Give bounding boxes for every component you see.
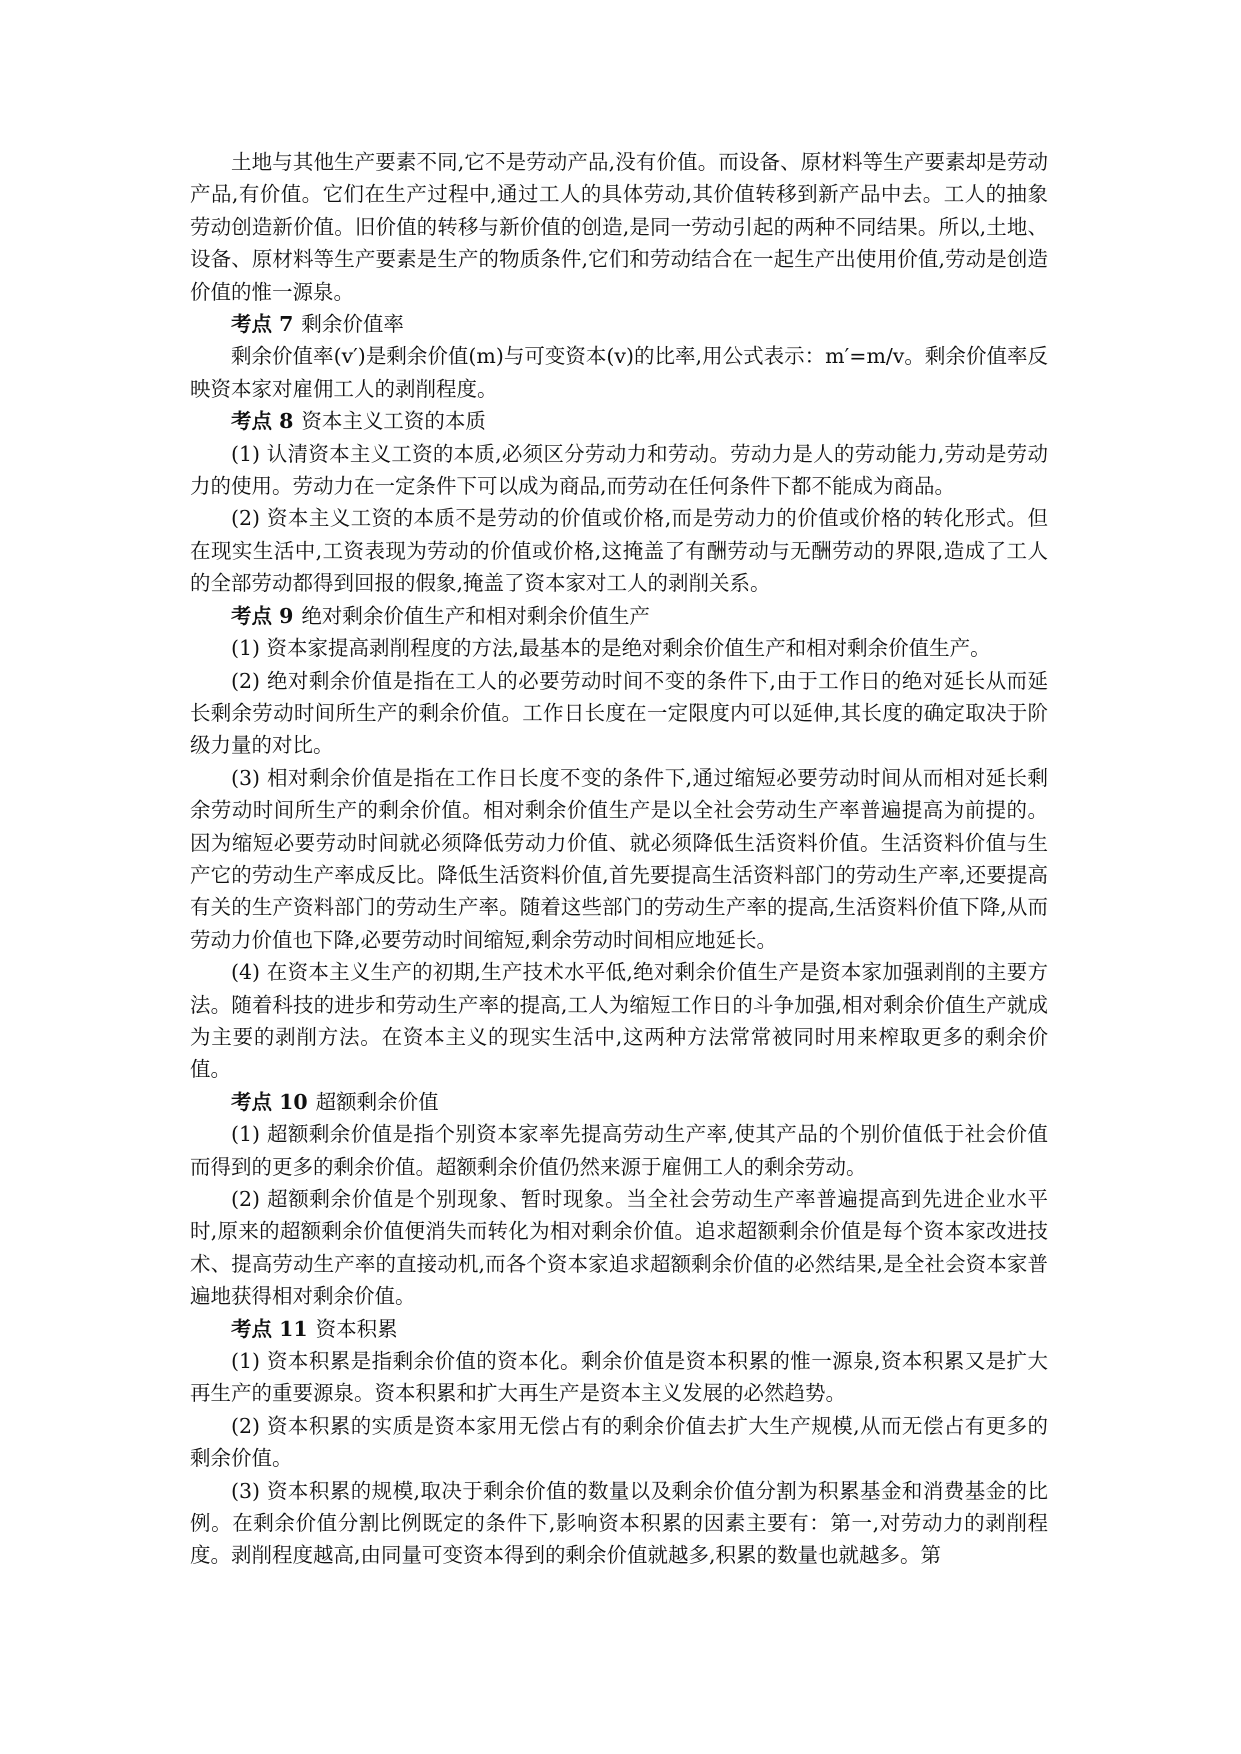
document-page [190, 146, 1048, 1572]
paragraph: (4) 在资本主义生产的初期,生产技术水平低,绝对剩余价值生产是资本家加强剥削的主要方法。随着科技的进步和劳动生产率的提高,工人为缩短工作日的斗争加强,相对剩余价值生产就成为主要的剥削方法。在资本主义的现实生活中,这两种方法常常被同时用来榨取更多的剩余价值。 [190, 960, 1048, 1082]
section-label: 考点 10 [231, 1089, 308, 1114]
paragraph: 土地与其他生产要素不同,它不是劳动产品,没有价值。而设备、原材料等生产要素却是劳动产品,有价值。它们在生产过程中,通过工人的具体劳动,其价值转移到新产品中去。工人的抽象劳动创造新价值。旧价值的转移与新价值的创造,是同一劳动引起的两种不同结果。所以,土地、设备、原材料等生产要素是生产的物质条件,它们和劳动结合在一起生产出使用价值,劳动是创造价值的惟一源泉。 [190, 150, 1048, 304]
paragraph: (3) 资本积累的规模,取决于剩余价值的数量以及剩余价值分割为积累基金和消费基金的比例。在剩余价值分割比例既定的条件下,影响资本积累的因素主要有：第一,对劳动力的剥削程度。剥削程度越高,由同量可变资本得到的剩余价值就越多,积累的数量也就越多。第 [190, 1478, 1048, 1568]
paragraph: 剩余价值率(v′)是剩余价值(m)与可变资本(v)的比率,用公式表示：m′=m/v。剩余价值率反映资本家对雇佣工人的剥削程度。 [190, 344, 1048, 401]
section-label: 考点 8 [231, 409, 294, 434]
section-title: 绝对剩余价值生产和相对剩余价值生产 [301, 603, 650, 628]
section-title: 资本积累 [315, 1316, 398, 1341]
paragraph: (1) 超额剩余价值是指个别资本家率先提高劳动生产率,使其产品的个别价值低于社会价值而得到的更多的剩余价值。超额剩余价值仍然来源于雇佣工人的剩余劳动。 [190, 1122, 1048, 1179]
paragraph: (2) 资本主义工资的本质不是劳动的价值或价格,而是劳动力的价值或价格的转化形式。但在现实生活中,工资表现为劳动的价值或价格,这掩盖了有酬劳动与无酬劳动的界限,造成了工人的全部劳动都得到回报的假象,掩盖了资本家对工人的剥削关系。 [190, 506, 1048, 596]
section-label: 考点 9 [231, 603, 294, 628]
paragraph: (1) 认清资本主义工资的本质,必须区分劳动力和劳动。劳动力是人的劳动能力,劳动是劳动力的使用。劳动力在一定条件下可以成为商品,而劳动在任何条件下都不能成为商品。 [190, 441, 1048, 499]
section-title: 剩余价值率 [301, 312, 404, 337]
section-title: 资本主义工资的本质 [301, 409, 486, 434]
paragraph: (1) 资本积累是指剩余价值的资本化。剩余价值是资本积累的惟一源泉,资本积累又是扩大再生产的重要源泉。资本积累和扩大再生产是资本主义发展的必然趋势。 [190, 1349, 1048, 1406]
section-heading [190, 1313, 1048, 1345]
paragraph: (2) 超额剩余价值是个别现象、暂时现象。当全社会劳动生产率普遍提高到先进企业水平时,原来的超额剩余价值便消失而转化为相对剩余价值。追求超额剩余价值是每个资本家改进技术、提高劳动生产率的直接动机,而各个资本家追求超额剩余价值的必然结果,是全社会资本家普遍地获得相对剩余价值。 [190, 1187, 1048, 1309]
section-label: 考点 7 [231, 312, 294, 337]
section-heading [190, 308, 1048, 340]
section-heading [190, 1086, 1048, 1118]
section-label: 考点 11 [231, 1316, 308, 1341]
paragraph: (3) 相对剩余价值是指在工作日长度不变的条件下,通过缩短必要劳动时间从而相对延长剩余劳动时间所生产的剩余价值。相对剩余价值生产是以全社会劳动生产率普遍提高为前提的。因为缩短必要劳动时间就必须降低劳动力价值、就必须降低生活资料价值。生活资料价值与生产它的劳动生产率成反比。降低生活资料价值,首先要提高生活资料部门的劳动生产率,还要提高有关的生产资料部门的劳动生产率。随着这些部门的劳动生产率的提高,生活资料价值下降,从而劳动力价值也下降,必要劳动时间缩短,剩余劳动时间相应地延长。 [190, 765, 1048, 952]
paragraph: (2) 资本积累的实质是资本家用无偿占有的剩余价值去扩大生产规模,从而无偿占有更多的剩余价值。 [190, 1413, 1048, 1471]
section-heading [190, 600, 1048, 632]
section-heading [190, 405, 1048, 437]
paragraph: (2) 绝对剩余价值是指在工人的必要劳动时间不变的条件下,由于工作日的绝对延长从而延长剩余劳动时间所生产的剩余价值。工作日长度在一定限度内可以延伸,其长度的确定取决于阶级力量的对比。 [190, 668, 1048, 758]
section-title: 超额剩余价值 [315, 1089, 439, 1114]
paragraph: (1) 资本家提高剥削程度的方法,最基本的是绝对剩余价值生产和相对剩余价值生产。 [231, 636, 991, 661]
